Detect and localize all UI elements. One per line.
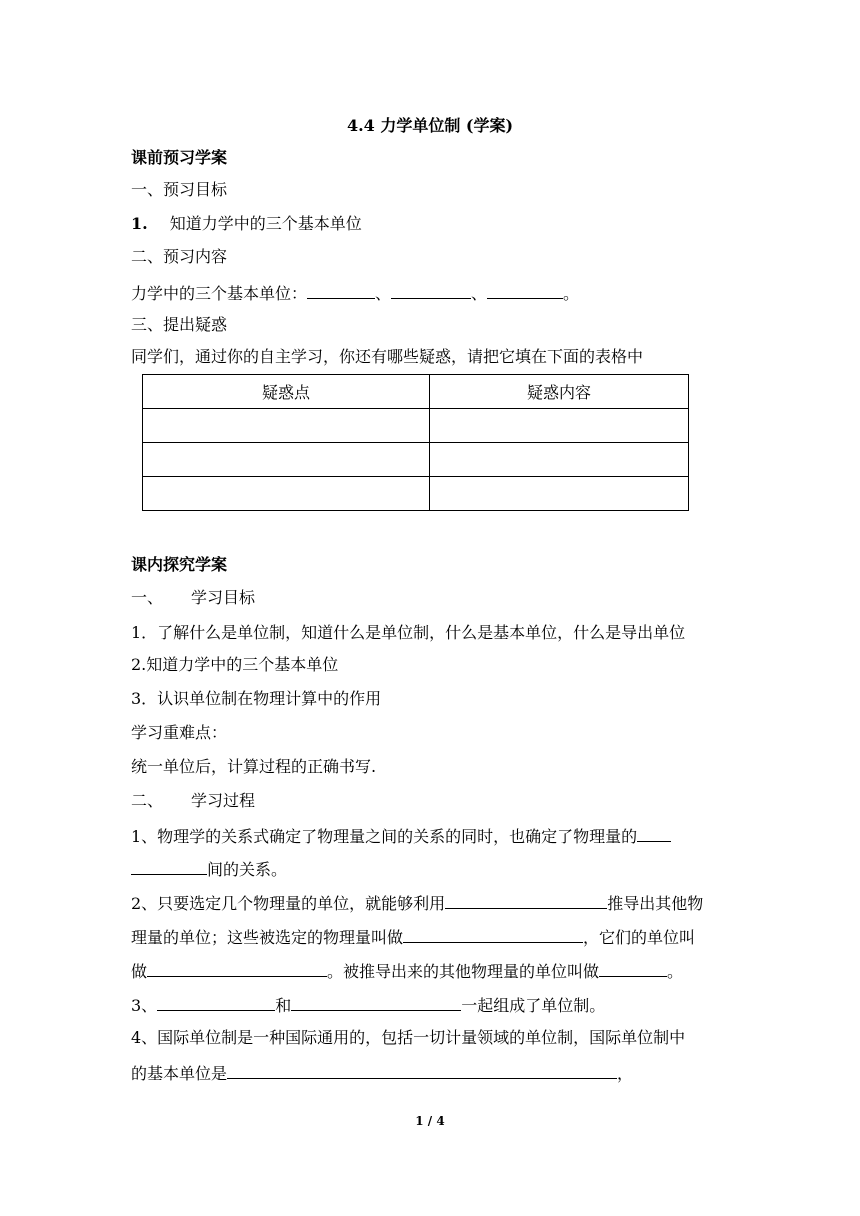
question-3 [131,994,605,1016]
question-1-line-2 [131,858,287,880]
blank-field[interactable] [599,960,667,977]
question-text: 1、物理学的关系式确定了物理量之间的关系的同时，也确定了物理量的 [131,827,638,846]
period: 。 [563,284,580,303]
heading-number: 二、 [131,791,164,810]
item-text: 知道力学中的三个基本单位 [169,214,362,233]
heading-text: 学习过程 [191,791,256,810]
separator: 、 [471,284,488,303]
question-text: 推导出其他物 [607,894,704,913]
heading-preview-goal: 一、预习目标 [131,180,228,199]
content-label: 力学中的三个基本单位： [131,284,308,303]
preview-content-line [131,282,579,304]
question-text: 和 [275,996,292,1015]
heading-preview-doubt: 三、提出疑惑 [131,315,228,334]
page-number: 1 / 4 [415,1114,445,1128]
blank-field[interactable] [131,858,207,875]
table-cell[interactable] [430,443,689,477]
question-text: 3、 [131,996,158,1015]
goal-item-3: 3．认识单位制在物理计算中的作用 [131,689,382,708]
preview-goal-item [131,214,362,234]
table-row [143,443,689,477]
table-header-row [143,375,689,409]
key-points-text: 统一单位后，计算过程的正确书写. [131,757,377,776]
header-doubt-point: 疑惑点 [143,375,430,409]
question-text: 的基本单位是 [131,1064,228,1083]
blank-field[interactable] [445,892,607,909]
question-text: 间的关系。 [207,860,288,879]
table-cell[interactable] [143,477,430,511]
header-doubt-content: 疑惑内容 [430,375,689,409]
blank-field[interactable] [403,926,583,943]
question-text: ， [617,1064,634,1083]
heading-number: 一、 [131,588,164,607]
heading-inclass-process [131,791,255,811]
table-cell[interactable] [430,477,689,511]
question-4-line-1: 4、国际单位制是一种国际通用的，包括一切计量领域的单位制，国际单位制中 [131,1028,686,1047]
question-text: ，它们的单位叫 [583,928,696,947]
section-heading-inclass: 课内探究学案 [131,555,228,574]
separator: 、 [375,284,392,303]
table-cell[interactable] [430,409,689,443]
section-heading-preview: 课前预习学案 [131,148,228,167]
blank-field[interactable] [157,994,275,1011]
heading-text: 学习目标 [191,588,256,607]
doubt-instruction: 同学们，通过你的自主学习，你还有哪些疑惑，请把它填在下面的表格中 [131,347,644,366]
question-text: 一起组成了单位制。 [461,996,606,1015]
blank-field[interactable] [291,994,461,1011]
table-row [143,477,689,511]
question-text: 。被推导出来的其他物理量的单位叫做 [327,962,600,981]
question-2-line-3 [131,960,683,982]
table-cell[interactable] [143,409,430,443]
doubt-table [142,374,689,511]
goal-item-1: 1．了解什么是单位制，知道什么是单位制，什么是基本单位，什么是导出单位 [131,623,686,642]
blank-field[interactable] [227,1062,617,1079]
goal-item-2: 2.知道力学中的三个基本单位 [131,655,339,674]
question-2-line-1 [131,892,703,914]
table-cell[interactable] [143,443,430,477]
page-title: 4.4 力学单位制 (学案) [346,116,514,135]
blank-field[interactable] [637,825,671,842]
question-text: 做 [131,962,148,981]
blank-field[interactable] [391,282,471,299]
table-row [143,409,689,443]
heading-inclass-goal [131,588,255,608]
blank-field[interactable] [307,282,375,299]
blank-field[interactable] [487,282,563,299]
item-number: 1. [131,214,148,233]
question-4-line-2 [131,1062,633,1084]
key-points-label: 学习重难点： [131,723,228,742]
question-text: 2、只要选定几个物理量的单位，就能够利用 [131,894,446,913]
question-2-line-2 [131,926,695,948]
question-text: 理量的单位；这些被选定的物理量叫做 [131,928,404,947]
heading-preview-content: 二、预习内容 [131,247,228,266]
blank-field[interactable] [147,960,327,977]
question-1-line-1 [131,825,671,847]
period: 。 [667,962,684,981]
